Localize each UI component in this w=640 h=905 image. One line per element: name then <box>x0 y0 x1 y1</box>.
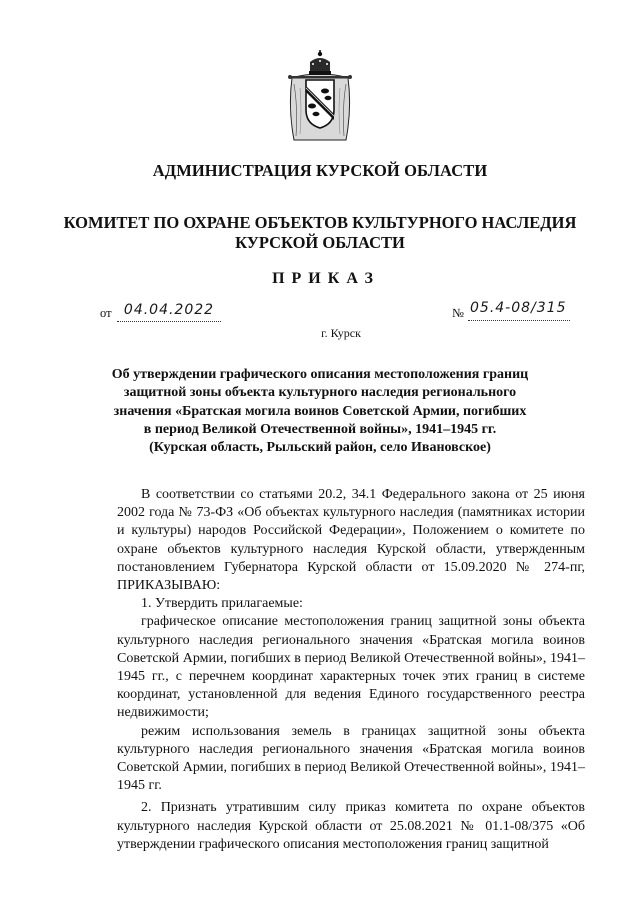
body-paragraph-preamble: В соответствии со статьями 20.2, 34.1 Федерального закона от 25 июня 2002 года № 73-ФЗ «Об объектах культурного наследия (памятниках истории и культуры) народов Российской Федерации», Положением о комитете по охране объектов культурного наследия Курской области, утвержденным постановлением Губернатора Курской области от 15.09.2020 № 274-пг, ПРИКАЗЫВАЮ: <box>117 487 585 594</box>
body-paragraph-graphic-description: графическое описание местоположения границ защитной зоны объекта культурного наследия регионального значения «Братская могила воинов Советской Армии, погибших в период Великой Отечественной войны», 1941–1945 гг., с перечнем координат характерных точек этих границ в системе координат, установленной для ведения Единого государственного реестра недвижимости; <box>117 614 585 721</box>
subject-line: значения «Братская могила воинов Советской Армии, погибших <box>113 403 527 419</box>
document-type-heading: ПРИКАЗ <box>272 270 380 287</box>
subject-line: в период Великой Отечественной войны», 1941–1945 гг. <box>143 421 497 437</box>
date-handwritten: 04.04.2022 <box>123 302 215 318</box>
number-label: № <box>452 306 464 320</box>
city-label: г. Курск <box>321 326 361 340</box>
administration-heading: АДМИНИСТРАЦИЯ КУРСКОЙ ОБЛАСТИ <box>152 161 488 180</box>
body-paragraph-item-1: 1. Утвердить прилагаемые: <box>141 596 303 612</box>
committee-heading-line1: КОМИТЕТ ПО ОХРАНЕ ОБЪЕКТОВ КУЛЬТУРНОГО НАСЛЕДИЯ <box>63 213 577 232</box>
committee-heading <box>0 213 640 253</box>
body-paragraph-item-2: 2. Признать утратившим силу приказ комитета по охране объектов культурного наследия Курской области от 25.08.2021 № 01.1-08/375 «Об утверждении графического описания местоположения границ защитной <box>117 800 585 852</box>
order-body <box>117 486 585 854</box>
date-label: от <box>100 306 112 320</box>
kursk-region-coat-of-arms-icon <box>286 48 354 148</box>
order-subject <box>105 366 535 457</box>
number-underline <box>468 320 570 321</box>
number-handwritten: 05.4-08/315 <box>470 300 567 316</box>
subject-line: (Курская область, Рыльский район, село Ивановское) <box>149 440 491 456</box>
subject-line: защитной зоны объекта культурного наследия регионального <box>123 385 517 401</box>
date-underline <box>117 321 221 322</box>
body-paragraph-land-use-regime: режим использования земель в границах защитной зоны объекта культурного наследия регионального значения «Братская могила воинов Советской Армии, погибших в период Великой Отечественной войны», 1941–1945 гг. <box>117 723 585 794</box>
committee-heading-line2: КУРСКОЙ ОБЛАСТИ <box>235 233 405 252</box>
subject-line: Об утверждении графического описания местоположения границ <box>111 367 529 382</box>
